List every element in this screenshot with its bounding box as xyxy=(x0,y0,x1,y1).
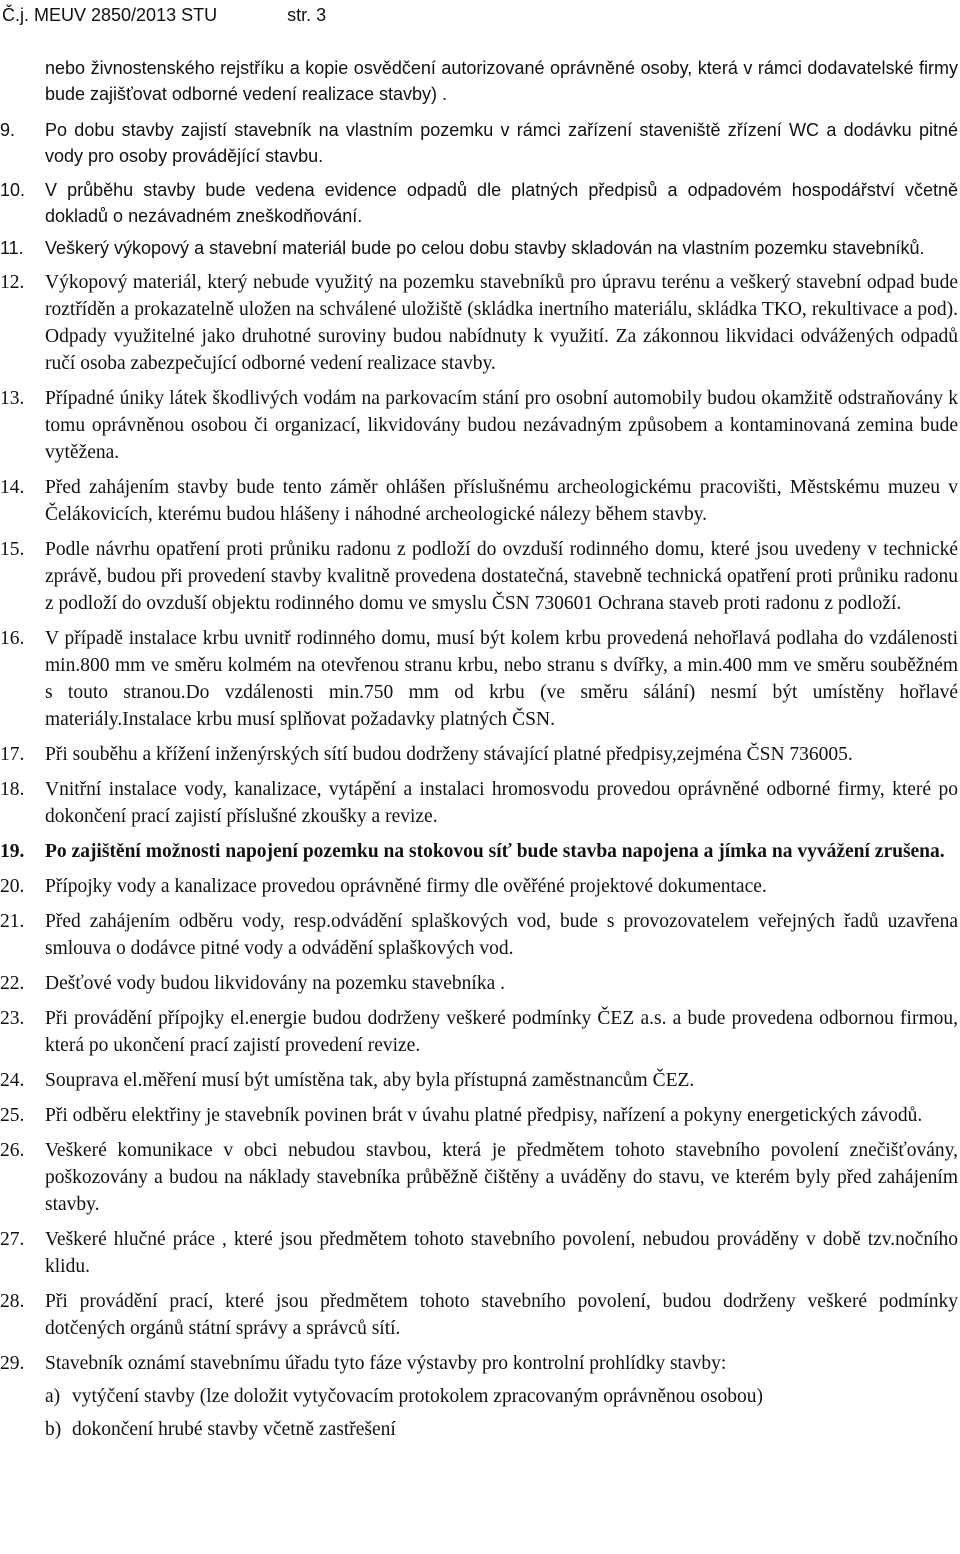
item-text: Přípojky vody a kanalizace provedou oprávněné firmy dle ověřéné projektové dokumentace. xyxy=(45,876,767,897)
item-number: 18. xyxy=(0,779,25,800)
item-text: Před zahájením stavby bude tento záměr ohlášen příslušnému archeologickému pracovišti, Městskému muzeu v Čelákovicích, kterému budou hlášeny i náhodné archeologické nálezy během stavby. xyxy=(45,477,958,525)
item-number: 21. xyxy=(0,911,25,932)
item-number: 23. xyxy=(0,1008,25,1029)
item-text: Dešťové vody budou likvidovány na pozemku stavebníka . xyxy=(45,973,505,994)
item-text: Veškeré hlučné práce , které jsou předmětem tohoto stavebního povolení, nebudou prováděny v době tzv.nočního klidu. xyxy=(45,1229,958,1277)
item-text: Při provádění přípojky el.energie budou dodrženy veškeré podmínky ČEZ a.s. a bude provedena odbornou firmou, která po ukončení prací zajistí provedení revize. xyxy=(45,1008,958,1056)
list-item xyxy=(0,474,958,528)
item-text: Případné úniky látek škodlivých vodám na parkovacím stání pro osobní automobily budou okamžitě odstraňovány k tomu oprávněnou osobou či organizací, likvidovány budou nezávadným způsobem a kontaminovaná zemina bude vytěžena. xyxy=(45,388,958,463)
item-text: V případě instalace krbu uvnitř rodinného domu, musí být kolem krbu provedená nehořlavá podlaha do vzdálenosti min.800 mm ve směru kolmém na otevřenou stranu krbu, nebo stranu s dvířky, a min.400 mm ve směru souběžném s touto stranou.Do vzdálenosti min.750 mm od krbu (ve směru sálání) nesmí být umístěny hořlavé materiály.Instalace krbu musí splňovat požadavky platných ČSN. xyxy=(45,628,958,730)
list-item xyxy=(0,741,958,768)
document-reference: Č.j. MEUV 2850/2013 STU xyxy=(2,5,218,25)
list-item xyxy=(0,1137,958,1218)
list-item xyxy=(0,1005,958,1059)
sub-item-label: b) xyxy=(45,1419,62,1440)
list-item xyxy=(0,269,958,377)
item-text: Při provádění prací, které jsou předmětem tohoto stavebního povolení, budou dodrženy veškeré podmínky dotčených orgánů státní správy a správců sítí. xyxy=(45,1291,958,1339)
item-text: Při odběru elektřiny je stavebník povinen brát v úvahu platné předpisy, nařízení a pokyny energetických závodů. xyxy=(45,1105,923,1126)
item-number: 17. xyxy=(0,744,25,765)
item-text: Po dobu stavby zajistí stavebník na vlastním pozemku v rámci zařízení staveniště zřízení WC a dodávku pitné vody pro osoby provádějící stavbu. xyxy=(45,120,958,166)
item-text: Při souběhu a křížení inženýrských sítí budou dodrženy stávající platné předpisy,zejména ČSN 736005. xyxy=(45,744,853,765)
item-number: 29. xyxy=(0,1353,25,1374)
item-number: 14. xyxy=(0,477,25,498)
item-text: Po zajištění možnosti napojení pozemku na stokovou síť bude stavba napojena a jímka na vyvážení zrušena. xyxy=(45,841,945,862)
item-text: Podle návrhu opatření proti průniku radonu z podloží do ovzduší rodinného domu, které jsou uvedeny v technické zprávě, budou při provedení stavby kvalitně provedena dostatečná, stavebně technická opatření proti průniku radonu z podloží do ovzduší objektu rodinného domu ve smyslu ČSN 730601 Ochrana staveb proti radonu z podloží. xyxy=(45,539,958,614)
item-number: 11. xyxy=(0,238,24,258)
conditions-list xyxy=(0,117,960,1443)
item-text: Souprava el.měření musí být umístěna tak, aby byla přístupná zaměstnancům ČEZ. xyxy=(45,1070,695,1091)
sub-item-text: dokončení hrubé stavby včetně zastřešení xyxy=(72,1419,396,1440)
list-item xyxy=(0,1067,958,1094)
item-text: Veškerý výkopový a stavební materiál bude po celou dobu stavby skladován na vlastním pozemku stavebníků. xyxy=(45,238,925,258)
list-item xyxy=(0,1288,958,1342)
page-number: str. 3 xyxy=(287,5,327,25)
item-number: 16. xyxy=(0,628,25,649)
sub-item xyxy=(45,1383,958,1410)
item-number: 25. xyxy=(0,1105,25,1126)
item-number: 19. xyxy=(0,841,25,862)
list-item xyxy=(0,873,958,900)
list-item xyxy=(0,970,958,997)
list-item xyxy=(0,235,958,261)
item-text: Stavebník oznámí stavebnímu úřadu tyto fáze výstavby pro kontrolní prohlídky stavby: xyxy=(45,1353,727,1374)
list-item xyxy=(0,1102,958,1129)
item-number: 9. xyxy=(0,120,16,140)
list-item xyxy=(0,536,958,617)
list-item xyxy=(0,1226,958,1280)
list-item xyxy=(0,177,958,229)
item-number: 13. xyxy=(0,388,25,409)
item-text: Před zahájením odběru vody, resp.odvádění splaškových vod, bude s provozovatelem veřejných řadů uzavřena smlouva o dodávce pitné vody a odvádění splaškových vod. xyxy=(45,911,958,959)
list-item xyxy=(0,625,958,733)
item-number: 12. xyxy=(0,272,25,293)
item-number: 28. xyxy=(0,1291,25,1312)
list-item-bold xyxy=(0,838,958,865)
list-item xyxy=(0,1350,958,1443)
sub-item-text: vytýčení stavby (lze doložit vytyčovacím protokolem zpracovaným oprávněnou osobou) xyxy=(72,1386,763,1407)
list-item xyxy=(0,776,958,830)
page-header xyxy=(2,5,326,26)
list-item xyxy=(0,117,958,169)
item-text: V průběhu stavby bude vedena evidence odpadů dle platných předpisů a odpadovém hospodářství včetně dokladů o nezávadném zneškodňování. xyxy=(45,180,958,226)
item-number: 20. xyxy=(0,876,25,897)
list-item xyxy=(0,908,958,962)
item-number: 27. xyxy=(0,1229,25,1250)
item-text: Veškeré komunikace v obci nebudou stavbou, která je předmětem tohoto stavebního povolení znečišťovány, poškozovány a budou na náklady stavebníka průběžně čištěny a uváděny do stavu, ve kterém byly před zahájením stavby. xyxy=(45,1140,958,1215)
sub-item xyxy=(45,1416,958,1443)
list-item xyxy=(0,385,958,466)
item-number: 10. xyxy=(0,180,26,200)
item-text: Výkopový materiál, který nebude využitý na pozemku stavebníků pro úpravu terénu a veškerý stavební odpad bude roztříděn a prokazatelně uložen na schválené uložiště (skládka inertního materiálu, skládka TKO, rekultivace a pod). Odpady využitelné jako druhotné suroviny budou nabídnuty k využití. Za zákonnou likvidaci odvážených odpadů ručí osoba zabezpečující odborné vedení realizace stavby. xyxy=(45,272,958,374)
item-number: 15. xyxy=(0,539,25,560)
item-number: 26. xyxy=(0,1140,25,1161)
item-text: Vnitřní instalace vody, kanalizace, vytápění a instalaci hromosvodu provedou oprávněné odborné firmy, které po dokončení prací zajistí příslušné zkoušky a revize. xyxy=(45,779,958,827)
item-number: 22. xyxy=(0,973,25,994)
continuation-text: nebo živnostenského rejstříku a kopie osvědčení autorizované oprávněné osoby, která v rámci dodavatelské firmy bude zajišťovat odborné vedení realizace stavby) . xyxy=(45,58,958,104)
item-number: 24. xyxy=(0,1070,25,1091)
sub-item-label: a) xyxy=(45,1386,61,1407)
